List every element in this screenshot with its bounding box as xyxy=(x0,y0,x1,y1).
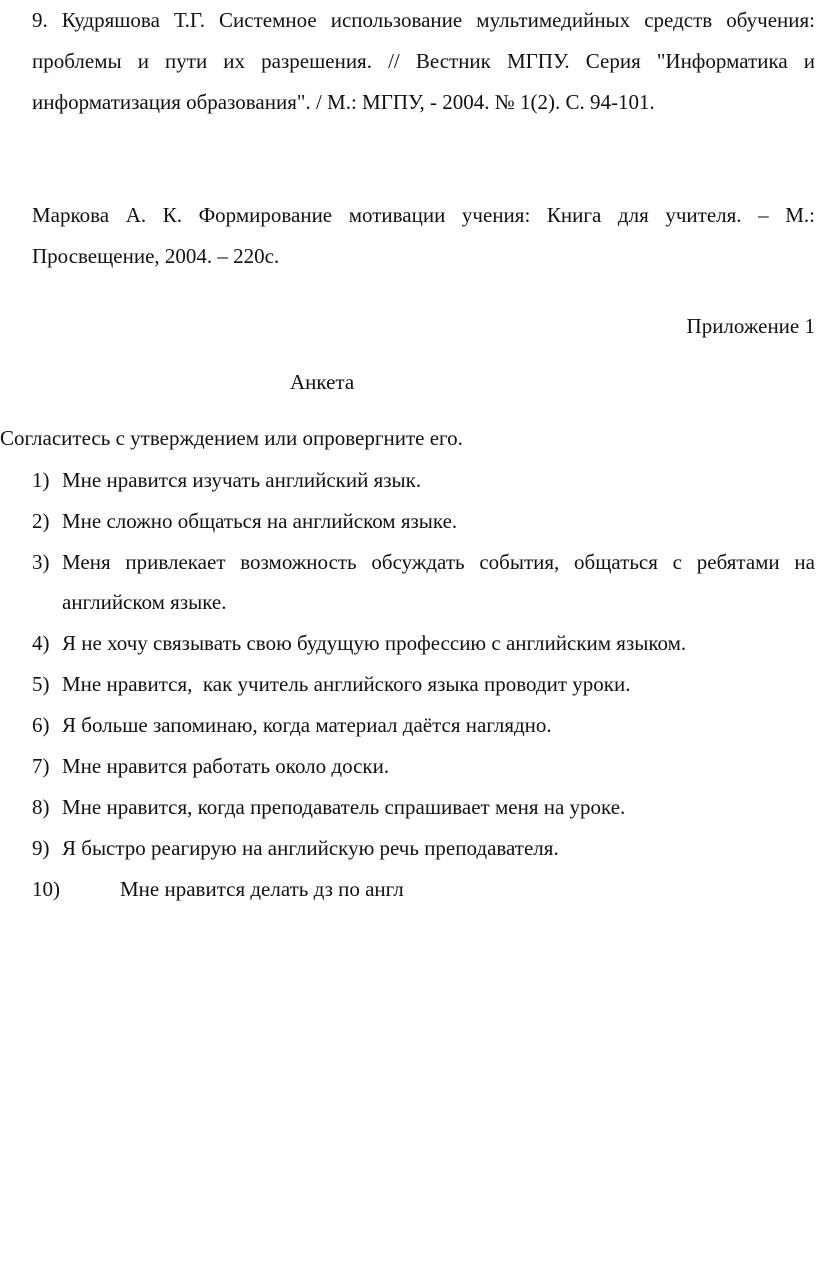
survey-question-4 xyxy=(32,623,815,663)
question-text: Меня привлекает возможность обсуждать события, общаться с ребятами на английском языке. xyxy=(62,550,815,614)
question-text: Я быстро реагирую на английскую речь преподавателя. xyxy=(62,836,559,860)
question-number: 10) xyxy=(32,877,60,901)
survey-question-10 xyxy=(32,869,815,909)
question-text: Мне нравится, когда преподаватель спрашивает меня на уроке. xyxy=(62,795,626,819)
survey-question-8 xyxy=(32,787,815,827)
survey-question-list xyxy=(32,460,815,910)
survey-question-9 xyxy=(32,828,815,868)
survey-question-7 xyxy=(32,746,815,786)
question-number: 5) xyxy=(32,672,50,696)
question-number: 2) xyxy=(32,509,50,533)
survey-title: Анкета xyxy=(290,370,355,394)
question-number: 1) xyxy=(32,468,50,492)
question-number: 6) xyxy=(32,713,50,737)
question-text: Мне сложно общаться на английском языке. xyxy=(62,509,458,533)
question-number: 7) xyxy=(32,754,50,778)
question-text: Я больше запоминаю, когда материал даётся наглядно. xyxy=(62,713,552,737)
reference-kudryashova: 9. Кудряшова Т.Г. Системное использование мультимедийных средств обучения: проблемы и пути их разрешения. // Вестник МГПУ. Серия "Информатика и информатизация образования". / М.: МГПУ, - 2004. № 1(2). С. 94-101. xyxy=(32,8,815,114)
question-number: 3) xyxy=(32,550,50,574)
survey-question-1 xyxy=(32,460,815,500)
appendix-label: Приложение 1 xyxy=(686,314,815,338)
survey-intro: Согласитесь с утверждением или опровергните его. xyxy=(0,426,463,450)
question-number: 8) xyxy=(32,795,50,819)
question-text: Мне нравится работать около доски. xyxy=(62,754,390,778)
question-text: Мне нравится делать дз по англ xyxy=(120,877,404,901)
question-number: 9) xyxy=(32,836,50,860)
survey-question-5 xyxy=(32,664,815,704)
survey-question-6 xyxy=(32,705,815,745)
survey-question-3 xyxy=(32,542,815,622)
question-text: Мне нравится, как учитель английского языка проводит уроки. xyxy=(62,672,631,696)
reference-markova: Маркова А. К. Формирование мотивации учения: Книга для учителя. – М.: Просвещение, 2004. – 220с. xyxy=(32,203,815,268)
question-text: Я не хочу связывать свою будущую профессию с английским языком. xyxy=(62,631,687,655)
survey-question-2 xyxy=(32,501,815,541)
question-number: 4) xyxy=(32,631,50,655)
question-text: Мне нравится изучать английский язык. xyxy=(62,468,422,492)
